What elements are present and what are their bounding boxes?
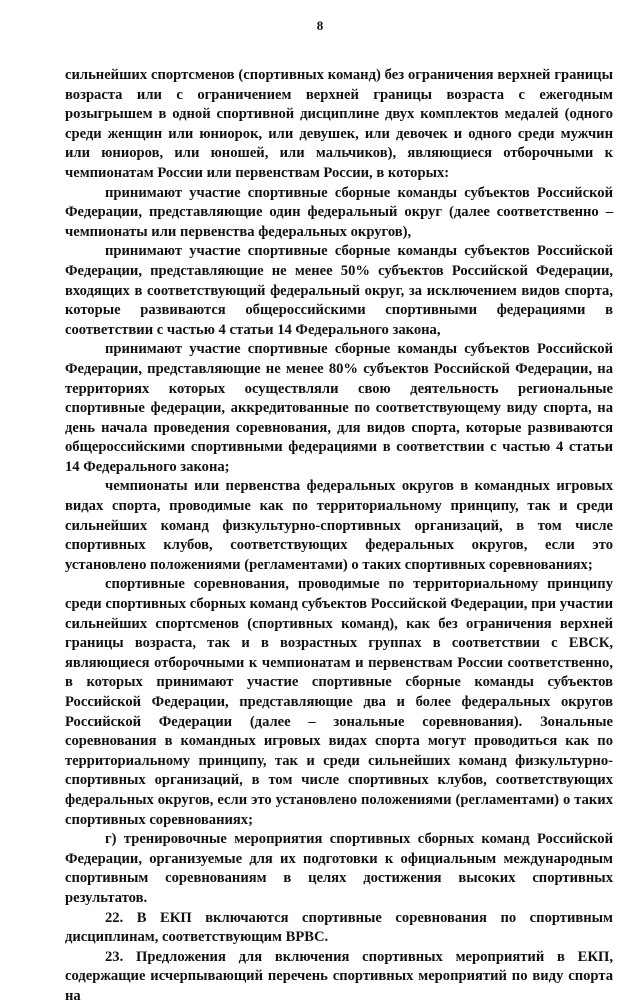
paragraph-80-percent-participation: принимают участие спортивные сборные команды субъектов Российской Федерации, представляющие не менее 80% субъектов Российской Федерации, на территориях которых осуществляли свою деятельность региональные спортивные федерации, аккредитованные по соответствующему виду спорта, на день начала проведения соревнования, для видов спорта, которые развиваются общероссийскими спортивными федерациями в соответствии с частью 4 статьи 14 Федерального закона; bbox=[65, 341, 613, 475]
paragraph-training-events: г) тренировочные мероприятия спортивных сборных команд Российской Федерации, организуемые для их подготовки к официальным международным спортивным соревнованиям в целях достижения высоких спортивных результатов. bbox=[65, 831, 613, 906]
paragraph-team-sports-championships: чемпионаты или первенства федеральных округов в командных игровых видах спорта, проводимые как по территориальному принципу, так и среди сильнейших команд физкультурно-спортивных организаций, в том числе спортивных клубов, соответствующих федеральных округов, если это установлено положениями (регламентами) о таких спортивных соревнованиях; bbox=[65, 478, 613, 573]
paragraph-continuation: сильнейших спортсменов (спортивных команд) без ограничения верхней границы возраста или с ограничением верхней границы возраста с ежегодным розыгрышем в одной спортивной дисциплине двух комплектов медалей (одного среди женщин или юниорок, или девушек, или девочек и одного среди мужчин или юниоров, или юношей, или мальчиков), являющиеся отборочными к чемпионатам России или первенствам России, в которых: bbox=[65, 67, 613, 181]
page-number: 8 bbox=[316, 18, 324, 33]
paragraph-item-23: 23. Предложения для включения спортивных мероприятий в ЕКП, содержащие исчерпывающий перечень спортивных мероприятий по виду спорта на bbox=[65, 948, 613, 1004]
paragraph-federal-district-championships: принимают участие спортивные сборные команды субъектов Российской Федерации, представляющие один федеральный округ (далее соответственно – чемпионаты или первенства федеральных округов), bbox=[65, 184, 613, 240]
paragraph-item-22: 22. В ЕКП включаются спортивные соревнования по спортивным дисциплинам, соответствующим ВРВС. bbox=[65, 909, 613, 946]
paragraph-zonal-competitions: спортивные соревнования, проводимые по территориальному принципу среди спортивных сборных команд субъектов Российской Федерации, при участии сильнейших спортсменов (спортивных команд), как без ограничения верхней границы возраста, так и в возрастных группах в соответствии с ЕВСК, являющиеся отборочными к чемпионатам и первенствам России соответственно, в которых принимают участие спортивные сборные команды субъектов Российской Федерации, представляющие два и более федеральных округов Российской Федерации (далее – зональные соревнования). Зональные соревнования в командных игровых видах спорта могут проводиться как по территориальному принципу, так и среди сильнейших команд физкультурно-спортивных организаций, в том числе спортивных клубов, соответствующих федеральных округов, если это установлено положениями (регламентами) о таких спортивных соревнованиях; bbox=[65, 576, 613, 828]
document-body bbox=[65, 66, 613, 1007]
paragraph-50-percent-participation: принимают участие спортивные сборные команды субъектов Российской Федерации, представляющие не менее 50% субъектов Российской Федерации, входящих в соответствующий федеральный округ, за исключением видов спорта, которые развиваются общероссийскими спортивными федерациями в соответствии с частью 4 статьи 14 Федерального закона, bbox=[65, 243, 613, 338]
